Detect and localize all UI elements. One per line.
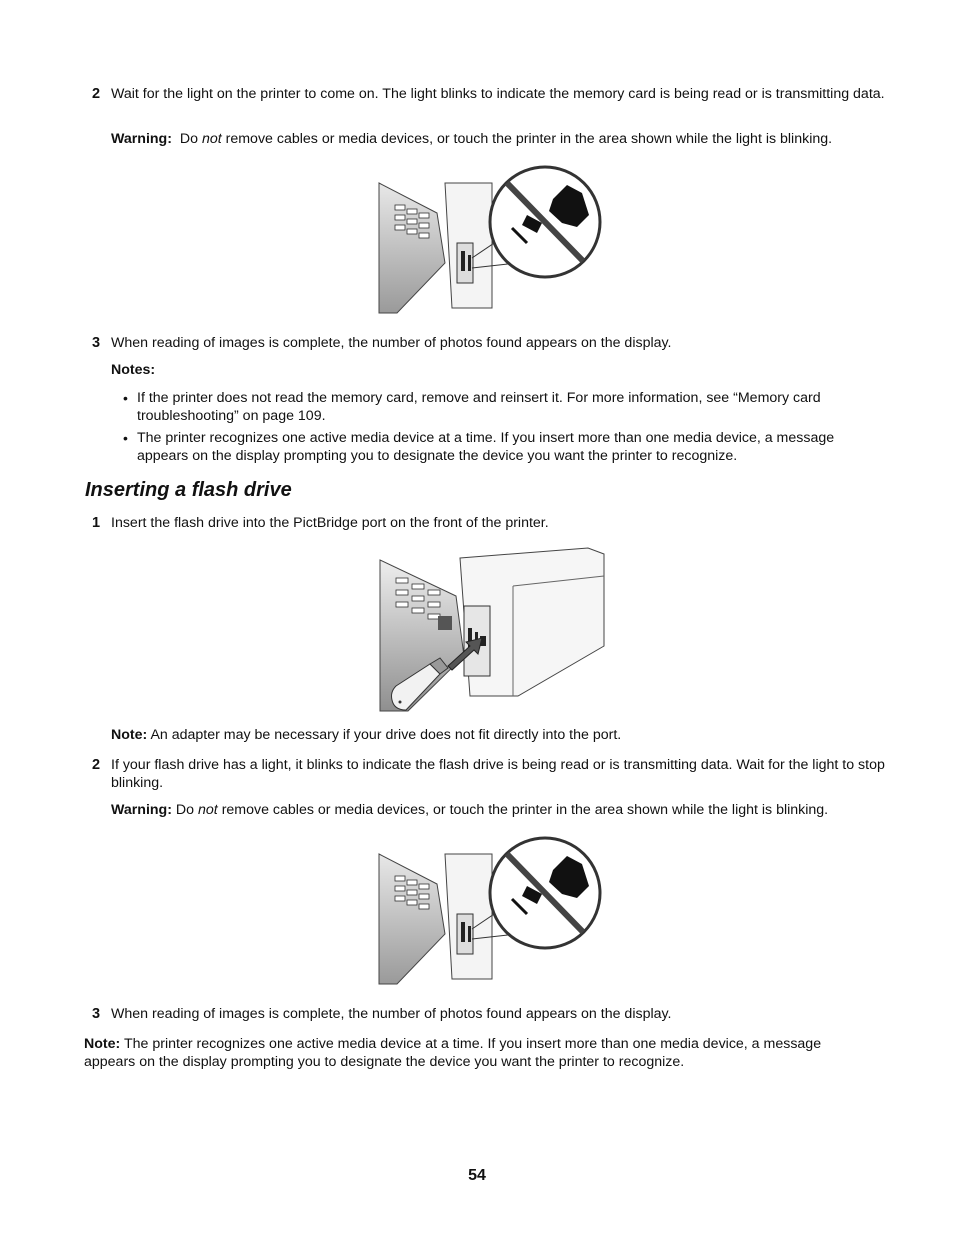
note-text: The printer recognizes one active media device at a time. If you insert more than one media device, a message appears on the display prompting you to designate the device you want the printer to recognize. — [84, 1036, 822, 1070]
step-number: 1 — [92, 515, 101, 531]
note-item: The printer recognizes one active media device at a time. If you insert more than one media device, a message appears on the display prompting you to designate the device you want the printer to recognize. — [137, 430, 835, 464]
bullet: • — [123, 430, 128, 446]
step-text: When reading of images is complete, the number of photos found appears on the display. — [111, 335, 672, 351]
note-text: An adapter may be necessary if your drive does not fit directly into the port. — [150, 727, 622, 743]
no-touch-illustration-1 — [377, 163, 605, 319]
warning-pre: Do — [179, 131, 198, 147]
step-number: 3 — [92, 1006, 101, 1022]
section-heading: Inserting a flash drive — [85, 479, 292, 501]
page-number: 54 — [468, 1167, 486, 1184]
step-text: Wait for the light on the printer to come on. The light blinks to indicate the memory card is being read or is transmitting data. — [111, 86, 885, 102]
flash-drive-illustration — [378, 546, 606, 714]
warning-label: Warning: — [111, 802, 172, 818]
step-text: If your flash drive has a light, it blinks to indicate the flash drive is being read or is transmitting data. Wait for the light to stop blinking. — [111, 757, 885, 791]
step-number: 3 — [92, 335, 101, 351]
step-number: 2 — [92, 86, 101, 102]
bullet: • — [123, 390, 128, 406]
warning-paragraph — [111, 130, 886, 148]
note-label: Note: — [84, 1036, 121, 1052]
step-text: Insert the flash drive into the PictBridge port on the front of the printer. — [111, 515, 549, 531]
final-note-paragraph — [84, 1035, 874, 1071]
note-item: If the printer does not read the memory card, remove and reinsert it. For more information, see “Memory card troubleshooting” on page 109. — [137, 390, 821, 424]
warning-pre: Do — [175, 802, 195, 818]
step-text: When reading of images is complete, the number of photos found appears on the display. — [111, 1006, 672, 1022]
note-paragraph — [111, 726, 886, 744]
warning-label: Warning: — [111, 131, 172, 147]
warning-post: remove cables or media devices, or touch the printer in the area shown while the light is blinking. — [225, 131, 833, 147]
step-number: 2 — [92, 757, 101, 773]
warning-emphasis: not — [198, 802, 218, 818]
note-label: Note: — [111, 727, 148, 743]
warning-post: remove cables or media devices, or touch the printer in the area shown while the light is blinking. — [221, 802, 829, 818]
no-touch-illustration-2 — [377, 834, 605, 990]
notes-label: Notes: — [111, 362, 156, 378]
warning-paragraph — [111, 801, 886, 819]
warning-emphasis: not — [201, 131, 222, 147]
